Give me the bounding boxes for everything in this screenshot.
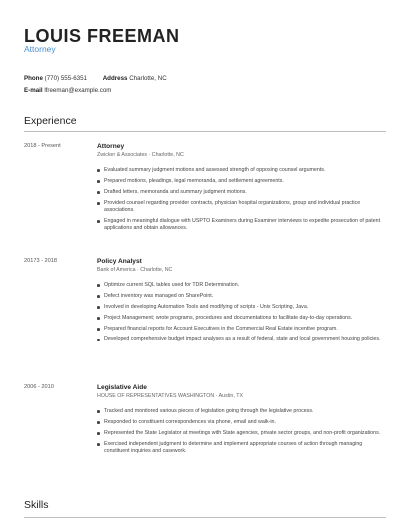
experience-rule bbox=[24, 131, 386, 132]
job-organization: Zwicker & Associates · Charlotte, NC bbox=[97, 152, 184, 158]
job-bullets bbox=[97, 408, 387, 459]
candidate-name: LOUIS FREEMAN bbox=[24, 26, 180, 46]
bullet-item: Project Management; wrote programs, procedures and documentations to facilitate day-to-day operations. bbox=[97, 315, 387, 322]
job-role: Legislative Aide bbox=[97, 384, 147, 391]
bullet-item: Prepared financial reports for Account Executives in the Commercial Real Estate incentive program. bbox=[97, 326, 387, 333]
job-title: Attorney bbox=[24, 44, 56, 54]
job-dates: 2006 - 2010 bbox=[24, 384, 54, 390]
bullet-item: Provided counsel regarding provider contracts, physician hospital organizations, group and individual practice associations. bbox=[97, 200, 387, 215]
job-bullets bbox=[97, 282, 387, 347]
email-label: E-mail bbox=[24, 87, 43, 94]
job-role: Policy Analyst bbox=[97, 258, 142, 265]
job-organization: Bank of America · Charlotte, NC bbox=[97, 267, 173, 273]
job-dates: 2018 - Present bbox=[24, 143, 61, 149]
phone-label: Phone bbox=[24, 75, 43, 82]
bullet-item: Involved in developing Automation Tools and modifying of scripts - Unix Scripting, Java. bbox=[97, 304, 387, 311]
bullet-item: Optimize current SQL tables used for TDR Determination. bbox=[97, 282, 387, 289]
phone-value: (770) 555-6351 bbox=[44, 75, 87, 82]
email-value: lfreeman@example.com bbox=[44, 87, 112, 94]
experience-heading: Experience bbox=[24, 115, 77, 127]
job-role: Attorney bbox=[97, 143, 125, 150]
bullet-item: Represented the State Legislator at meetings with State agencies, private sector groups, and non-profit organizations. bbox=[97, 430, 387, 437]
address-value: Charlotte, NC bbox=[129, 75, 167, 82]
bullet-item: Exercised independent judgment to determine and implement appropriate courses of action through managing constituent inquiries and casework. bbox=[97, 441, 387, 456]
job-bullets bbox=[97, 167, 387, 236]
bullet-item: Prepared motions, pleadings, legal memoranda, and settlement agreements. bbox=[97, 178, 387, 185]
address-label: Address bbox=[102, 75, 128, 82]
bullet-item: Drafted letters, memoranda and summary judgment motions. bbox=[97, 189, 387, 196]
bullet-item: Engaged in meaningful dialogue with USPTO Examiners during Examiner interviews to expedite prosecution of patent applications and obtain allowances. bbox=[97, 218, 387, 233]
contact-line-2 bbox=[24, 87, 111, 94]
job-dates: 20173 - 2018 bbox=[24, 258, 57, 264]
job-organization: HOUSE OF REPRESENTATIVES WASHINGTON · Austin, TX bbox=[97, 393, 243, 399]
skills-heading: Skills bbox=[24, 499, 49, 511]
bullet-item: Responded to constituent correspondences via phone, email and walk-in. bbox=[97, 419, 387, 426]
bullet-item: Defect inventory was managed on SharePoint. bbox=[97, 293, 387, 300]
skills-rule bbox=[24, 517, 386, 518]
bullet-item: Evaluated summary judgment motions and assessed strength of opposing counsel arguments. bbox=[97, 167, 387, 174]
bullet-item: Tracked and monitored various pieces of legislation going through the legislative process. bbox=[97, 408, 387, 415]
contact-line-1 bbox=[24, 75, 167, 82]
bullet-item: Developed comprehensive budget impact analyses as a result of federal, state and local government housing policies. bbox=[97, 336, 387, 343]
